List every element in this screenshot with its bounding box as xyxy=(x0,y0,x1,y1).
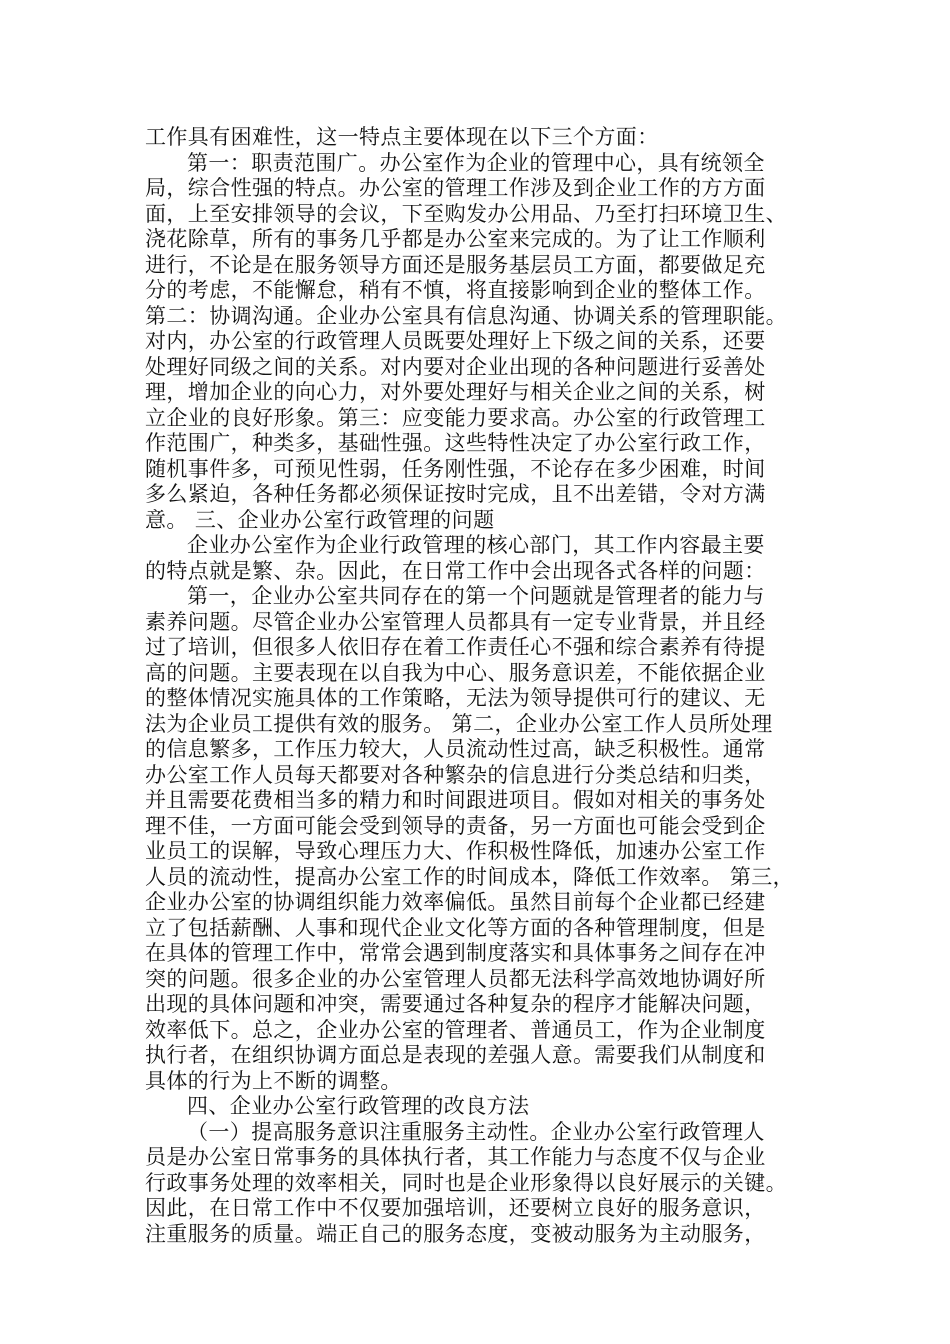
text-line: 分的考虑，不能懈怠，稍有不慎，将直接影响到企业的整体工作。 xyxy=(145,278,766,302)
text-line: 的整体情况实施具体的工作策略，无法为领导提供可行的建议、无 xyxy=(145,686,766,710)
text-line: 理，增加企业的向心力，对外要处理好与相关企业之间的关系，树 xyxy=(145,380,766,404)
text-line: 员是办公室日常事务的具体执行者，其工作能力与态度不仅与企业 xyxy=(145,1145,766,1169)
text-line: 的特点就是繁、杂。因此，在日常工作中会出现各式各样的问题： xyxy=(145,558,766,583)
text-line: 处理好同级之间的关系。对内要对企业出现的各种问题进行妥善处 xyxy=(145,354,766,379)
text-line: 随机事件多，可预见性弱，任务刚性强，不论存在多少困难，时间 xyxy=(145,456,766,481)
text-line: 意。 三、企业办公室行政管理的问题 xyxy=(145,507,495,532)
text-line: 突的问题。很多企业的办公室管理人员都无法科学高效地协调好所 xyxy=(145,966,766,991)
text-line: 因此，在日常工作中不仅要加强培训，还要树立良好的服务意识， xyxy=(145,1196,766,1220)
text-line: 注重服务的质量。端正自己的服务态度，变被动服务为主动服务， xyxy=(145,1221,766,1246)
text-line: 局，综合性强的特点。办公室的管理工作涉及到企业工作的方方面 xyxy=(145,176,766,200)
text-line: 立企业的良好形象。第三：应变能力要求高。办公室的行政管理工 xyxy=(145,405,766,430)
text-line: 在具体的管理工作中，常常会遇到制度落实和具体事务之间存在冲 xyxy=(145,941,766,965)
text-line: 立了包括薪酬、人事和现代企业文化等方面的各种管理制度，但是 xyxy=(145,915,766,940)
text-line: 面，上至安排领导的会议，下至购发办公用品、乃至打扫环境卫生、 xyxy=(145,201,787,226)
text-line: 工作具有困难性，这一特点主要体现在以下三个方面： xyxy=(145,125,659,149)
text-line: 高的问题。主要表现在以自我为中心、服务意识差，不能依据企业 xyxy=(145,660,766,685)
text-line: 并且需要花费相当多的精力和时间跟进项目。假如对相关的事务处 xyxy=(145,788,766,812)
text-line: 行政事务处理的效率相关，同时也是企业形象得以良好展示的关键。 xyxy=(145,1170,787,1195)
text-line: 的信息繁多，工作压力较大，人员流动性过高，缺乏积极性。通常 xyxy=(145,737,766,761)
text-line: 法为企业员工提供有效的服务。 第二，企业办公室工作人员所处理 xyxy=(145,711,773,736)
text-line: 理不佳，一方面可能会受到领导的责备，另一方面也可能会受到企 xyxy=(145,813,766,838)
text-line: 执行者，在组织协调方面总是表现的差强人意。需要我们从制度和 xyxy=(145,1043,766,1067)
text-line: 具体的行为上不断的调整。 xyxy=(145,1068,402,1093)
text-line: 第二：协调沟通。企业办公室具有信息沟通、协调关系的管理职能。 xyxy=(145,303,787,328)
text-line: 第一，企业办公室共同存在的第一个问题就是管理者的能力与 xyxy=(187,584,765,608)
text-line: 人员的流动性，提高办公室工作的时间成本，降低工作效率。 第三， xyxy=(145,864,795,889)
text-line: 企业办公室的协调组织能力效率偏低。虽然目前每个企业都已经建 xyxy=(145,890,766,914)
text-line: 对内，办公室的行政管理人员既要处理好上下级之间的关系，还要 xyxy=(145,329,766,353)
text-line: 浇花除草，所有的事务几乎都是办公室来完成的。为了让工作顺利 xyxy=(145,227,766,251)
body-text xyxy=(145,125,845,1247)
text-line: 四、企业办公室行政管理的改良方法 xyxy=(187,1094,530,1118)
text-line: 效率低下。总之，企业办公室的管理者、普通员工，作为企业制度 xyxy=(145,1017,766,1042)
text-line: 企业办公室作为企业行政管理的核心部门，其工作内容最主要 xyxy=(187,533,765,557)
text-line: 办公室工作人员每天都要对各种繁杂的信息进行分类总结和归类， xyxy=(145,762,766,787)
text-line: 素养问题。尽管企业办公室管理人员都具有一定专业背景，并且经 xyxy=(145,609,766,634)
text-line: 作范围广，种类多，基础性强。这些特性决定了办公室行政工作， xyxy=(145,431,766,455)
text-line: 多么紧迫，各种任务都必须保证按时完成，且不出差错，令对方满 xyxy=(145,482,766,506)
text-line: 过了培训，但很多人依旧存在着工作责任心不强和综合素养有待提 xyxy=(145,635,766,659)
text-line: 第一：职责范围广。办公室作为企业的管理中心，具有统领全 xyxy=(187,150,765,175)
text-line: 进行，不论是在服务领导方面还是服务基层员工方面，都要做足充 xyxy=(145,252,766,277)
text-line: （一）提高服务意识注重服务主动性。企业办公室行政管理人 xyxy=(187,1119,765,1144)
text-line: 出现的具体问题和冲突，需要通过各种复杂的程序才能解决问题， xyxy=(145,992,766,1016)
text-line: 业员工的误解，导致心理压力大、作积极性降低，加速办公室工作 xyxy=(145,839,766,863)
